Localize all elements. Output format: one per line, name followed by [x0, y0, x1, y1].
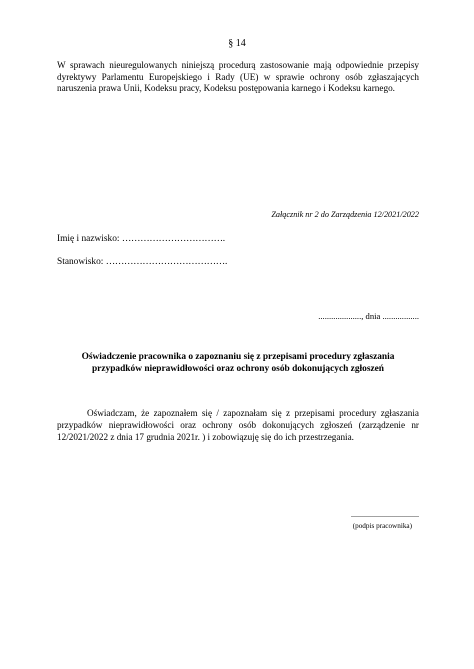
signature-line: ..................................: [351, 510, 419, 519]
title-line-1: Oświadczenie pracownika o zapoznaniu się z przepisami procedury zgłaszania: [81, 352, 395, 362]
title-line-2: przypadków nieprawidłowości oraz ochrony osób dokonujących zgłoszeń: [91, 364, 385, 374]
signature-caption: (podpis pracownika): [352, 522, 412, 530]
place-placeholder: ....................: [318, 311, 362, 321]
declaration-paragraph: Oświadczam, że zapoznałem się / zapoznałam się z przepisami procedury zgłaszania przypadków nieprawidłowości oraz ochrony osób dokonujących zgłoszeń (zarządzenie nr 12/2021/2022 z dnia 17 grudnia 2021r. ) i zobowiązuję się do ich przestrzegania.: [57, 408, 419, 442]
position-value: ………………………………….: [105, 257, 228, 267]
name-field: [57, 234, 225, 244]
name-value: …………………………….: [121, 234, 225, 244]
date-separator: , dnia: [361, 311, 381, 321]
attachment-note: Załącznik nr 2 do Zarządzenia 12/2021/2022: [271, 210, 419, 219]
place-date-line: [318, 311, 419, 321]
name-label: Imię i nazwisko:: [57, 234, 120, 244]
declaration-title: [57, 351, 419, 375]
position-label: Stanowisko:: [57, 257, 104, 267]
position-field: [57, 257, 227, 267]
section-14-paragraph: W sprawach nieuregulowanych niniejszą procedurą zastosowanie mają odpowiednie przepisy dyrektywy Parlamentu Europejskiego i Rady (UE) w sprawie ochrony osób zgłaszających naruszenia prawa Unii, Kodeksu pracy, Kodeksu postępowania karnego i Kodeksu karnego.: [57, 60, 419, 93]
section-number: § 14: [228, 38, 246, 49]
date-placeholder: .................: [382, 311, 419, 321]
